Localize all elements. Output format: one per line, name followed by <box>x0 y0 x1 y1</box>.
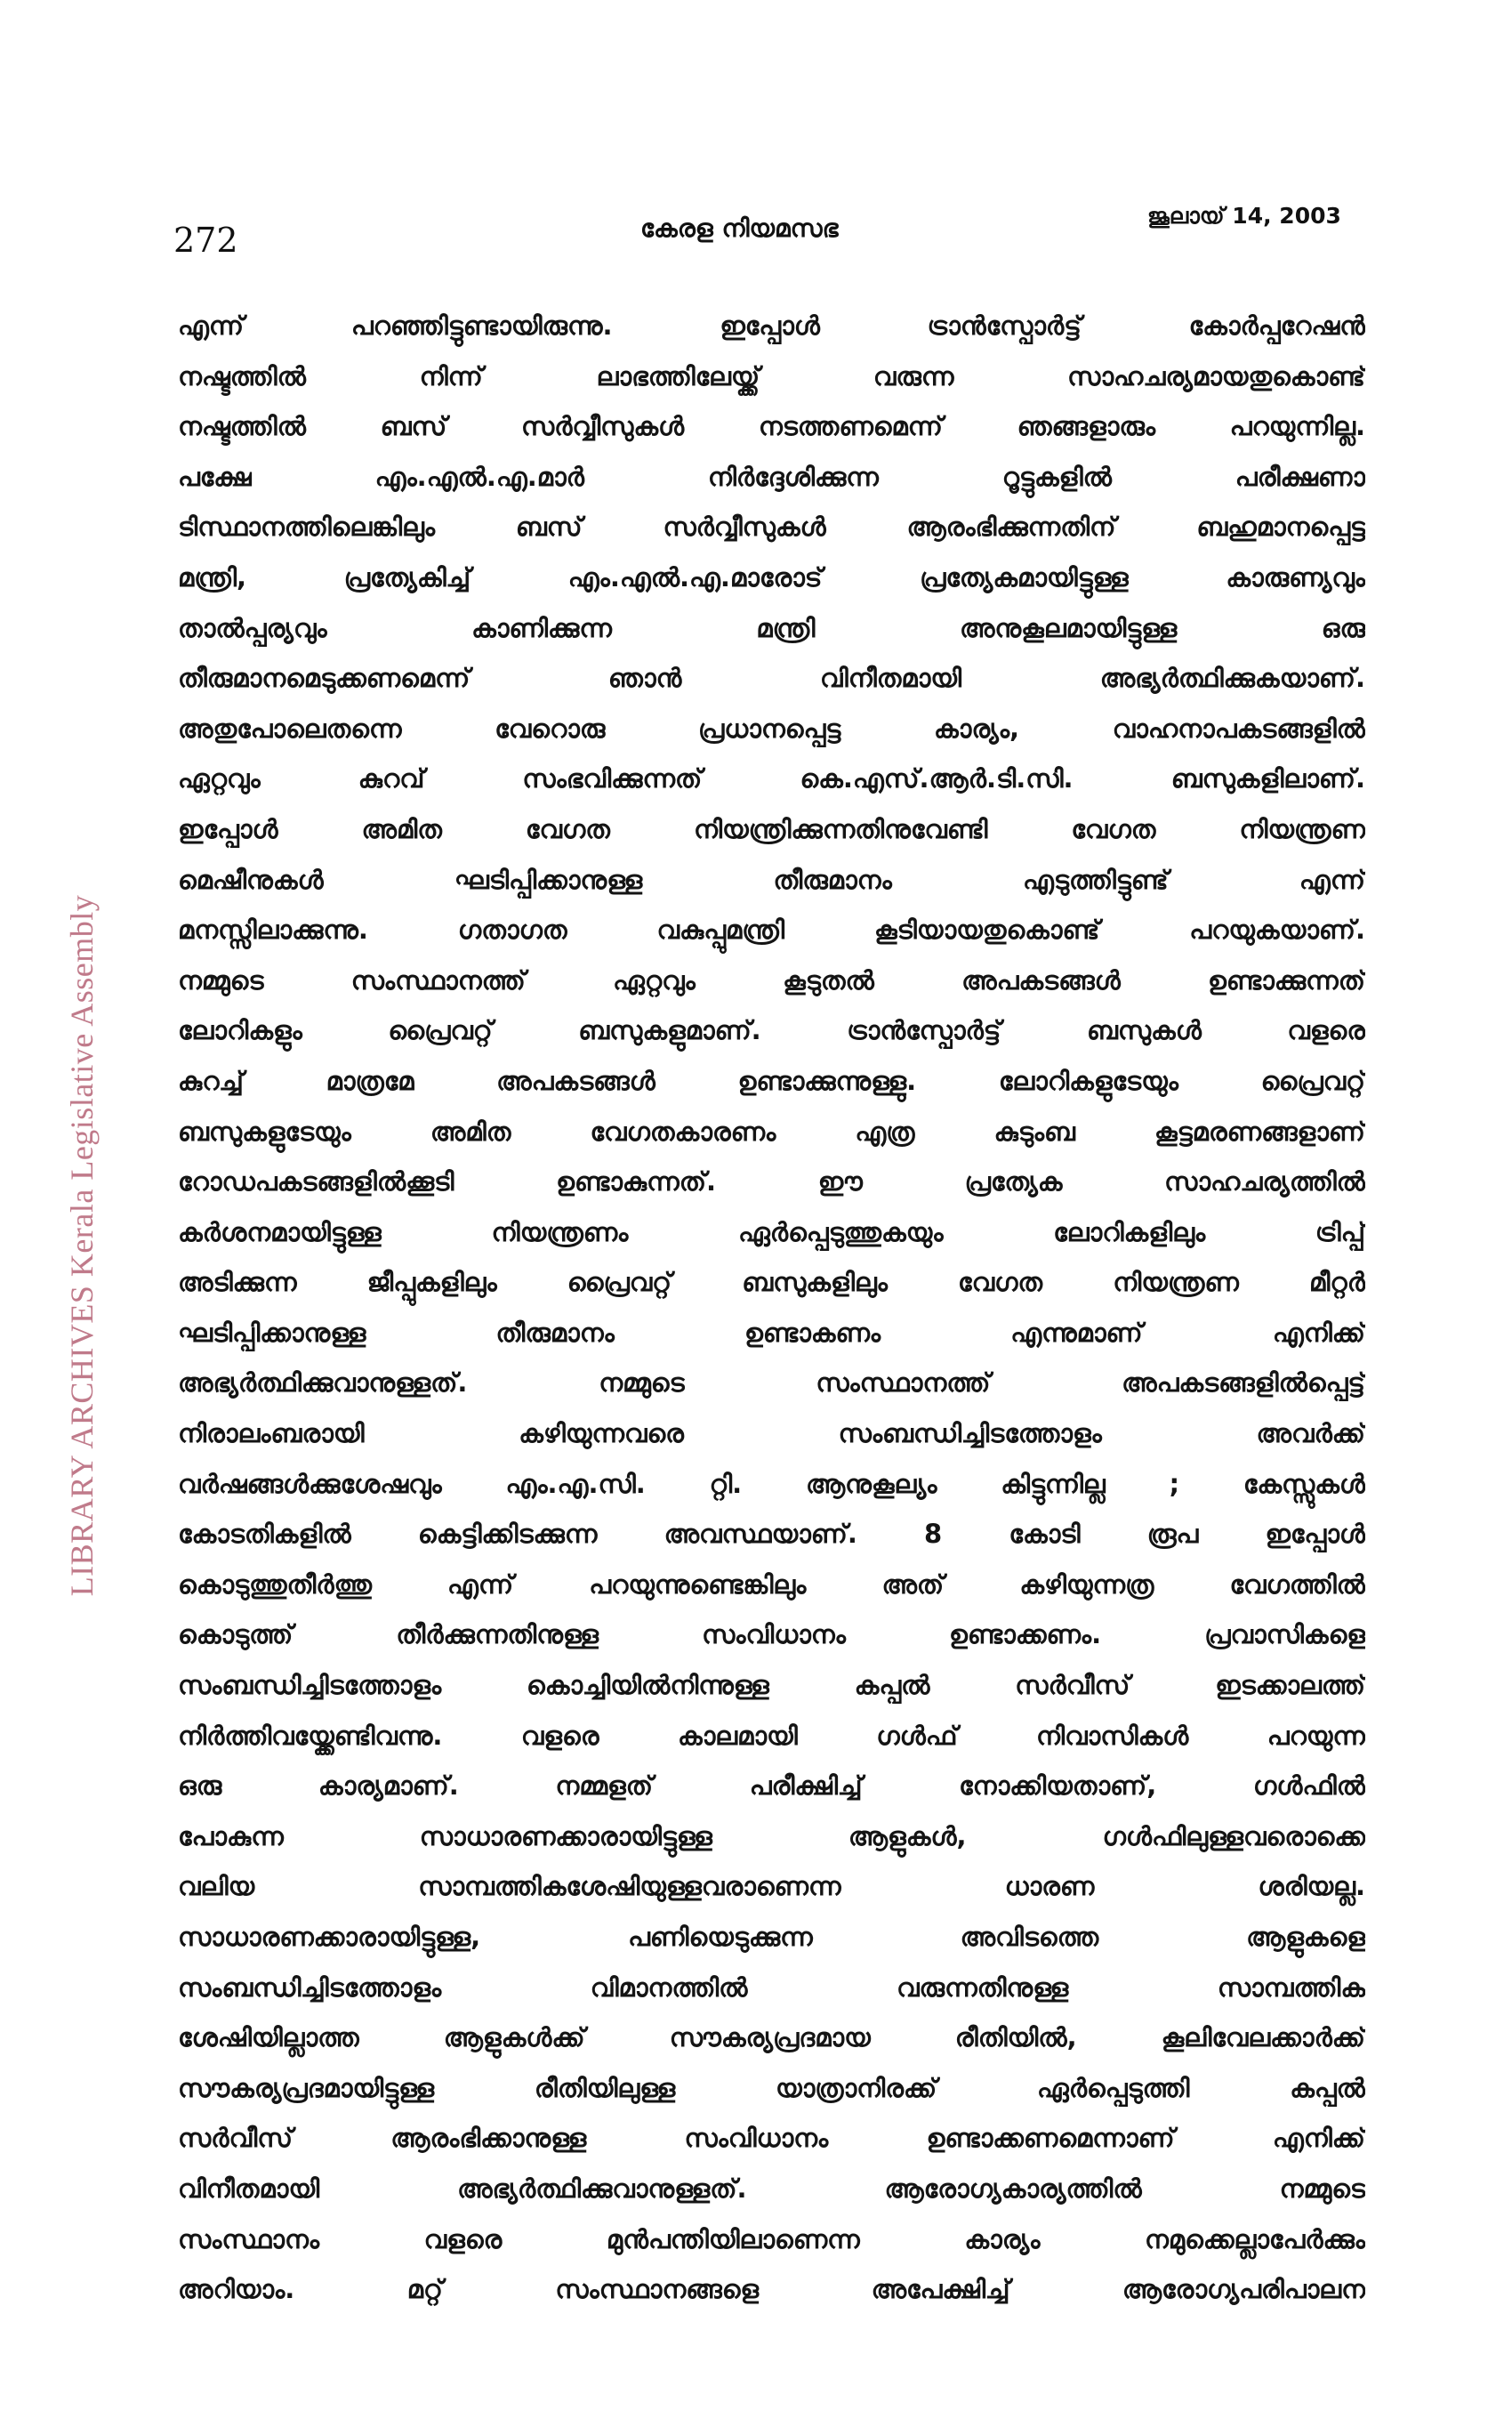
body-line: ശേഷിയില്ലാത്ത ആളുകൾക്ക് സൗകര്യപ്രദമായ രീതിയിൽ, കൂലിവേലക്കാർക്ക് <box>178 2022 1365 2053</box>
body-line: ടിസ്ഥാനത്തിലെങ്കിലും ബസ് സർവ്വീസുകൾ ആരംഭിക്കുന്നതിന് ബഹുമാനപ്പെട്ട <box>178 512 1365 543</box>
body-line: കുറച്ച് മാത്രമേ അപകടങ്ങൾ ഉണ്ടാക്കുന്നുള്ളു. ലോറികളുടേയും പ്രൈവറ്റ് <box>178 1065 1365 1096</box>
body-line: തീരുമാനമെടുക്കണമെന്ന് ഞാൻ വിനീതമായി അഭ്യർത്ഥിക്കുകയാണ്. <box>178 663 1365 694</box>
running-date: ജൂലായ് 14, 2003 <box>1147 203 1341 229</box>
body-line: താൽപ്പര്യവും കാണിക്കുന്ന മന്ത്രി അനുകൂലമായിട്ടുള്ള ഒരു <box>178 612 1365 643</box>
body-line: സംബന്ധിച്ചിടത്തോളം കൊച്ചിയിൽനിന്നുള്ള കപ്പൽ സർവീസ് ഇടക്കാലത്ത് <box>178 1670 1365 1701</box>
body-line: ബസുകളുടേയും അമിത വേഗതകാരണം എത്ര കുടുംബ കൂട്ടമരണങ്ങളാണ് <box>178 1116 1365 1147</box>
body-line: സർവീസ് ആരംഭിക്കാനുള്ള സംവിധാനം ഉണ്ടാക്കണമെന്നാണ് എനിക്ക് <box>178 2123 1365 2154</box>
body-line: വിനീതമായി അഭ്യർത്ഥിക്കുവാനുള്ളത്. ആരോഗ്യകാര്യത്തിൽ നമ്മുടെ <box>178 2173 1365 2204</box>
body-line: കൊടുത്തുതീർത്തു എന്ന് പറയുന്നുണ്ടെങ്കിലും അത് കഴിയുന്നത്ര വേഗത്തിൽ <box>178 1568 1365 1600</box>
body-line: സാധാരണക്കാരായിട്ടുള്ള, പണിയെടുക്കുന്ന അവിടത്തെ ആളുകളെ <box>178 1922 1365 1952</box>
body-line: ലോറികളും പ്രൈവറ്റ് ബസുകളുമാണ്. ട്രാൻസ്പോർട്ട് ബസുകൾ വളരെ <box>178 1015 1365 1046</box>
body-line: എന്ന് പറഞ്ഞിട്ടുണ്ടായിരുന്നു. ഇപ്പോൾ ട്രാൻസ്പോർട്ട് കോർപ്പറേഷൻ <box>178 310 1365 341</box>
body-line: നഷ്ടത്തിൽ ബസ് സർവ്വീസുകൾ നടത്തണമെന്ന് ഞങ്ങളാരും പറയുന്നില്ല. <box>178 411 1365 442</box>
body-line: വലിയ സാമ്പത്തികശേഷിയുള്ളവരാണെന്ന ധാരണ ശരിയല്ല. <box>178 1871 1365 1902</box>
library-archive-stamp: LIBRARY ARCHIVES Kerala Legislative Assembly <box>64 894 100 1597</box>
body-line: സൗകര്യപ്രദമായിട്ടുള്ള രീതിയിലുള്ള യാത്രാനിരക്ക് ഏർപ്പെടുത്തി കപ്പൽ <box>178 2072 1365 2103</box>
body-line: ഒരു കാര്യമാണ്. നമ്മളത് പരീക്ഷിച്ച് നോക്കിയതാണ്, ഗൾഫിൽ <box>178 1770 1365 1802</box>
body-line: കർശനമായിട്ടുള്ള നിയന്ത്രണം ഏർപ്പെടുത്തുകയും ലോറികളിലും ട്രിപ്പ് <box>178 1216 1365 1247</box>
body-line: മനസ്സിലാക്കുന്നു. ഗതാഗത വകുപ്പുമന്ത്രി കൂടിയായതുകൊണ്ട് പറയുകയാണ്. <box>178 915 1365 946</box>
body-line: അടിക്കുന്ന ജീപ്പുകളിലും പ്രൈവറ്റ് ബസുകളിലും വേഗത നിയന്ത്രണ മീറ്റർ <box>178 1267 1365 1298</box>
body-line: പക്ഷേ എം.എൽ.എ.മാർ നിർദ്ദേശിക്കുന്ന റൂട്ടുകളിൽ പരീക്ഷണാ <box>178 461 1365 492</box>
body-line: റോഡപകടങ്ങളിൽക്കൂടി ഉണ്ടാകുന്നത്. ഈ പ്രത്യേക സാഹചര്യത്തിൽ <box>178 1166 1365 1197</box>
page-number: 272 <box>173 221 238 260</box>
body-line: മെഷീനുകൾ ഘടിപ്പിക്കാനുള്ള തീരുമാനം എടുത്തിട്ടുണ്ട് എന്ന് <box>178 864 1365 895</box>
running-title: കേരള നിയമസഭ <box>640 214 839 243</box>
body-line: ഘടിപ്പിക്കാനുള്ള തീരുമാനം ഉണ്ടാകണം എന്നുമാണ് എനിക്ക് <box>178 1317 1365 1348</box>
body-line: അഭ്യർത്ഥിക്കുവാനുള്ളത്. നമ്മുടെ സംസ്ഥാനത്ത് അപകടങ്ങളിൽപ്പെട്ട് <box>178 1367 1365 1399</box>
body-line: കോടതികളിൽ കെട്ടിക്കിടക്കുന്ന അവസ്ഥയാണ്. 8 കോടി രൂപ ഇപ്പോൾ <box>178 1519 1365 1550</box>
body-line: മന്ത്രി, പ്രത്യേകിച്ച് എം.എൽ.എ.മാരോട് പ്രത്യേകമായിട്ടുള്ള കാരുണ്യവും <box>178 561 1365 593</box>
body-line: അതുപോലെതന്നെ വേറൊരു പ്രധാനപ്പെട്ട കാര്യം, വാഹനാപകടങ്ങളിൽ <box>178 713 1365 744</box>
body-line: അറിയാം. മറ്റ് സംസ്ഥാനങ്ങളെ അപേക്ഷിച്ച് ആരോഗ്യപരിപാലന <box>178 2274 1365 2305</box>
body-line: സംസ്ഥാനം വളരെ മുൻപന്തിയിലാണെന്ന കാര്യം നമുക്കെല്ലാപേർക്കും <box>178 2223 1365 2254</box>
body-line: ഏറ്റവും കുറവ് സംഭവിക്കുന്നത് കെ.എസ്.ആർ.ടി.സി. ബസുകളിലാണ്. <box>178 763 1365 794</box>
body-line: നമ്മുടെ സംസ്ഥാനത്ത് ഏറ്റവും കൂടുതൽ അപകടങ്ങൾ ഉണ്ടാക്കുന്നത് <box>178 964 1365 996</box>
body-line: സംബന്ധിച്ചിടത്തോളം വിമാനത്തിൽ വരുന്നതിനുള്ള സാമ്പത്തിക <box>178 1971 1365 2003</box>
body-line: നിർത്തിവയ്ക്കേണ്ടിവന്നു. വളരെ കാലമായി ഗൾഫ് നിവാസികൾ പറയുന്ന <box>178 1720 1365 1751</box>
body-line: ഇപ്പോൾ അമിത വേഗത നിയന്ത്രിക്കുന്നതിനുവേണ്ടി വേഗത നിയന്ത്രണ <box>178 813 1365 844</box>
body-line: പോകുന്ന സാധാരണക്കാരായിട്ടുള്ള ആളുകൾ, ഗൾഫിലുള്ളവരൊക്കെ <box>178 1820 1365 1851</box>
body-text <box>178 301 1365 2315</box>
body-line: വർഷങ്ങൾക്കുശേഷവും എം.എ.സി. റ്റി. ആനുകൂല്യം കിട്ടുന്നില്ല ; കേസ്സുകൾ <box>178 1468 1365 1499</box>
body-line: നഷ്ടത്തിൽ നിന്ന് ലാഭത്തിലേയ്ക്ക് വരുന്ന സാഹചര്യമായതുകൊണ്ട് <box>178 360 1365 391</box>
body-line: കൊടുത്ത് തീർക്കുന്നതിനുള്ള സംവിധാനം ഉണ്ടാക്കണം. പ്രവാസികളെ <box>178 1619 1365 1650</box>
body-line: നിരാലംബരായി കഴിയുന്നവരെ സംബന്ധിച്ചിടത്തോളം അവർക്ക് <box>178 1418 1365 1449</box>
